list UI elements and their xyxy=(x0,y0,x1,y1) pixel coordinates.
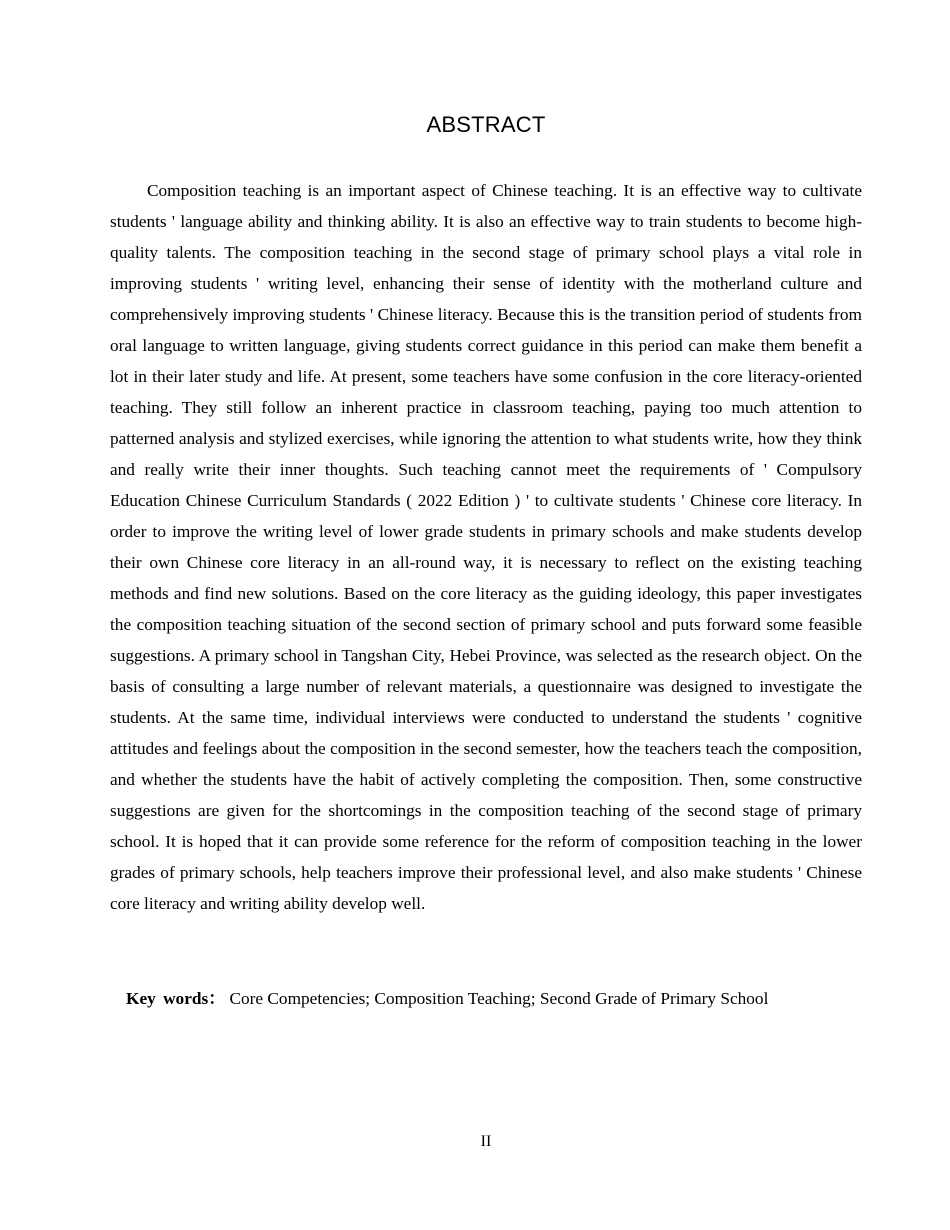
keywords-value: Core Competencies; Composition Teaching; Second Grade of Primary School xyxy=(229,989,769,1008)
abstract-title: ABSTRACT xyxy=(426,112,546,137)
page-number: II xyxy=(480,1133,492,1150)
keywords-line xyxy=(126,983,886,1014)
keywords-label: Key words： xyxy=(126,989,226,1008)
abstract-paragraph: Composition teaching is an important aspect of Chinese teaching. It is an effective way to cultivate students ' language ability and thinking ability. It is also an effective way to train students to become high-quality talents. The composition teaching in the second stage of primary school plays a vital role in improving students ' writing level, enhancing their sense of identity with the motherland culture and comprehensively improving students ' Chinese literacy. Because this is the transition period of students from oral language to written language, giving students correct guidance in this period can make them benefit a lot in their later study and life. At present, some teachers have some confusion in the core literacy-oriented teaching. They still follow an inherent practice in classroom teaching, paying too much attention to patterned analysis and stylized exercises, while ignoring the attention to what students write, how they think and really write their inner thoughts. Such teaching cannot meet the requirements of ' Compulsory Education Chinese Curriculum Standards ( 2022 Edition ) ' to cultivate students ' Chinese core literacy. In order to improve the writing level of lower grade students in primary schools and make students develop their own Chinese core literacy in an all-round way, it is necessary to reflect on the existing teaching methods and find new solutions. Based on the core literacy as the guiding ideology, this paper investigates the composition teaching situation of the second section of primary school and puts forward some feasible suggestions. A primary school in Tangshan City, Hebei Province, was selected as the research object. On the basis of consulting a large number of relevant materials, a questionnaire was designed to investigate the students. At the same time, individual interviews were conducted to understand the students ' cognitive attitudes and feelings about the composition in the second semester, how the teachers teach the composition, and whether the students have the habit of actively completing the composition. Then, some constructive suggestions are given for the shortcomings in the composition teaching of the second stage of primary school. It is hoped that it can provide some reference for the reform of composition teaching in the lower grades of primary schools, help teachers improve their professional level, and also make students ' Chinese core literacy and writing ability develop well. xyxy=(110,181,862,913)
